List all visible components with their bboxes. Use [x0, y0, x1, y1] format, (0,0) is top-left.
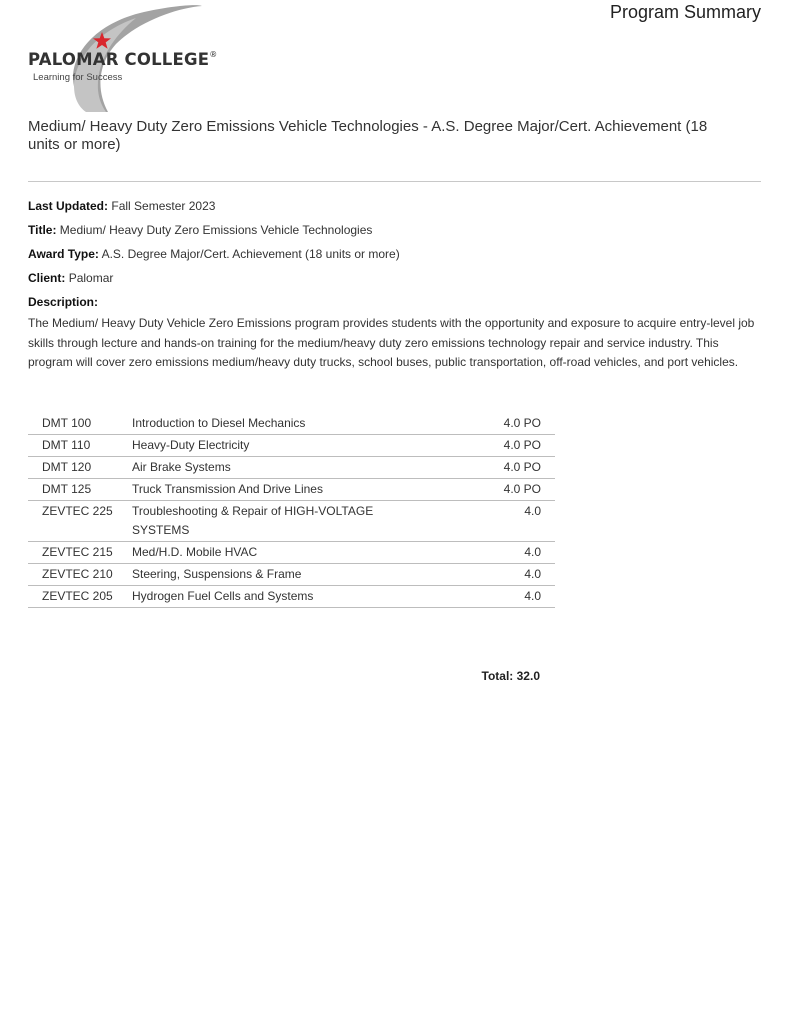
- table-row: [28, 564, 555, 586]
- header-divider: [28, 181, 761, 182]
- client-label: Client:: [28, 271, 66, 285]
- last-updated-label: Last Updated:: [28, 199, 109, 213]
- course-units: 4.0: [432, 586, 555, 608]
- course-code: ZEVTEC 205: [28, 586, 132, 608]
- description-label-row: [28, 295, 98, 309]
- client-value: Palomar: [68, 271, 114, 285]
- course-units: 4.0 PO: [432, 457, 555, 479]
- course-code: DMT 125: [28, 479, 132, 501]
- course-name: Med/H.D. Mobile HVAC: [132, 542, 432, 564]
- title-field: [28, 223, 372, 237]
- course-units: 4.0 PO: [432, 413, 555, 435]
- course-name: Truck Transmission And Drive Lines: [132, 479, 432, 501]
- client-field: [28, 271, 113, 285]
- total-units: Total: 32.0: [481, 669, 540, 683]
- course-name: Air Brake Systems: [132, 457, 432, 479]
- course-code: ZEVTEC 215: [28, 542, 132, 564]
- course-name: Hydrogen Fuel Cells and Systems: [132, 586, 432, 608]
- course-units: 4.0 PO: [432, 435, 555, 457]
- table-row: [28, 542, 555, 564]
- table-row: [28, 435, 555, 457]
- course-code: ZEVTEC 225: [28, 501, 132, 542]
- title-label: Title:: [28, 223, 57, 237]
- logo-wordmark: PALOMAR COLLEGE®: [28, 50, 218, 69]
- college-logo: [26, 0, 256, 116]
- course-units: 4.0 PO: [432, 479, 555, 501]
- last-updated-value: Fall Semester 2023: [111, 199, 216, 213]
- table-row: [28, 479, 555, 501]
- course-name: Heavy-Duty Electricity: [132, 435, 432, 457]
- description-label: Description:: [28, 295, 99, 309]
- course-units: 4.0: [432, 564, 555, 586]
- table-row: [28, 586, 555, 608]
- course-units: 4.0: [432, 501, 555, 542]
- award-type-value: A.S. Degree Major/Cert. Achievement (18 units or more): [101, 247, 400, 261]
- course-name: Steering, Suspensions & Frame: [132, 564, 432, 586]
- description-text: The Medium/ Heavy Duty Vehicle Zero Emissions program provides students with the opportunity and exposure to acquire entry-level job skills through lecture and hands-on training for the medium/heavy duty zero emissions technology repair and service industry. This program will cover zero emissions medium/heavy duty trucks, school buses, public transportation, off-road vehicles, and port vehicles.: [28, 316, 755, 369]
- award-type-label: Award Type:: [28, 247, 99, 261]
- course-code: DMT 110: [28, 435, 132, 457]
- course-code: DMT 100: [28, 413, 132, 435]
- document-type: Program Summary: [609, 2, 761, 22]
- table-row: [28, 501, 555, 542]
- last-updated-field: [28, 199, 215, 213]
- award-type-field: [28, 247, 400, 261]
- program-title: Medium/ Heavy Duty Zero Emissions Vehicle Technologies - A.S. Degree Major/Cert. Achievement (18 units or more): [28, 118, 708, 153]
- course-units: 4.0: [432, 542, 555, 564]
- course-code: DMT 120: [28, 457, 132, 479]
- table-row: [28, 457, 555, 479]
- course-table: [28, 413, 555, 608]
- table-row: [28, 413, 555, 435]
- course-name: Troubleshooting & Repair of HIGH-VOLTAGE SYSTEMS: [132, 501, 432, 542]
- course-name: Introduction to Diesel Mechanics: [132, 413, 432, 435]
- logo-tagline: Learning for Success: [33, 72, 123, 83]
- title-value: Medium/ Heavy Duty Zero Emissions Vehicle Technologies: [59, 223, 373, 237]
- course-code: ZEVTEC 210: [28, 564, 132, 586]
